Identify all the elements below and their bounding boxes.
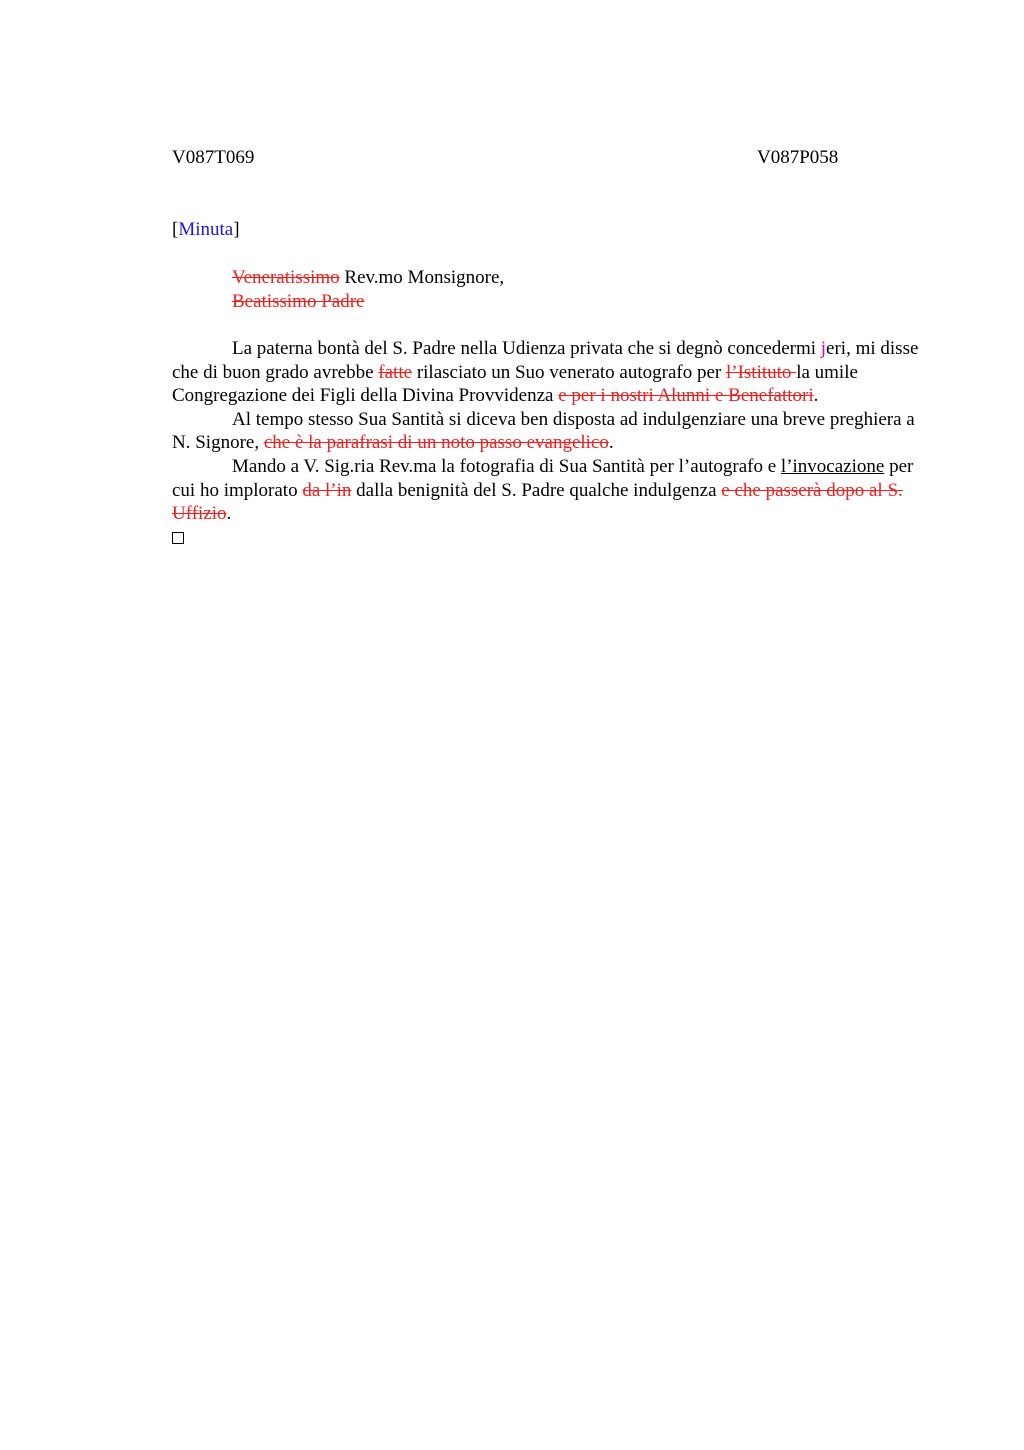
minuta-heading bbox=[172, 218, 240, 242]
reference-code-left: V087T069 bbox=[172, 147, 255, 168]
deleted-text: Veneratissimo bbox=[232, 267, 340, 288]
checkbox-square-icon bbox=[172, 532, 184, 544]
text-run: Al tempo stesso Sua Santità si diceva ben disposta ad indulgenziare una breve preghiera a N. Signore, bbox=[172, 408, 915, 454]
underlined-text: l’invocazione bbox=[780, 455, 885, 477]
text-run: . bbox=[813, 385, 819, 407]
text-run: Mando a V. Sig.ria Rev.ma la fotografia di Sua Santità per l’autografo e bbox=[232, 455, 781, 477]
deleted-text: e per i nostri Alunni e Benefattori bbox=[558, 385, 814, 407]
deleted-text: da l’in bbox=[302, 479, 352, 501]
letter-body bbox=[172, 337, 932, 549]
bracket-close: ] bbox=[233, 219, 240, 240]
salutation bbox=[232, 266, 504, 314]
paragraph-1 bbox=[172, 337, 932, 408]
text-run: per cui ho implorato bbox=[172, 455, 914, 501]
text-run: eri, mi disse che di buon grado avrebbe bbox=[172, 338, 919, 383]
end-marker bbox=[172, 526, 932, 550]
deleted-text: e che passerà dopo al S. Uffizio bbox=[172, 479, 903, 525]
deleted-text: l’Istituto bbox=[725, 361, 797, 383]
salutation-line-2 bbox=[232, 290, 504, 314]
inserted-text: j bbox=[820, 338, 827, 359]
minuta-label: Minuta bbox=[178, 219, 234, 240]
reference-code-right: V087P058 bbox=[757, 147, 839, 168]
text-run: . bbox=[608, 432, 614, 454]
text-run: La paterna bontà del S. Padre nella Udienza privata che si degnò concedermi bbox=[232, 338, 821, 359]
text-run: . bbox=[226, 503, 232, 525]
text-run: dalla benignità del S. Padre qualche indulgenza bbox=[351, 479, 722, 501]
paragraph-3 bbox=[172, 455, 932, 526]
salutation-line-1 bbox=[232, 266, 504, 290]
deleted-text: fatte bbox=[378, 361, 413, 383]
paragraph-2 bbox=[172, 408, 932, 455]
bracket-open: [ bbox=[172, 219, 179, 240]
deleted-text: che è la parafrasi di un noto passo evangelico bbox=[263, 432, 609, 454]
deleted-text: Beatissimo Padre bbox=[232, 291, 365, 312]
text-run: rilasciato un Suo venerato autografo per bbox=[412, 361, 726, 383]
salutation-text: Rev.mo Monsignore, bbox=[339, 267, 505, 288]
text-run: la umile Congregazione dei Figli della Divina Provvidenza bbox=[172, 361, 858, 407]
